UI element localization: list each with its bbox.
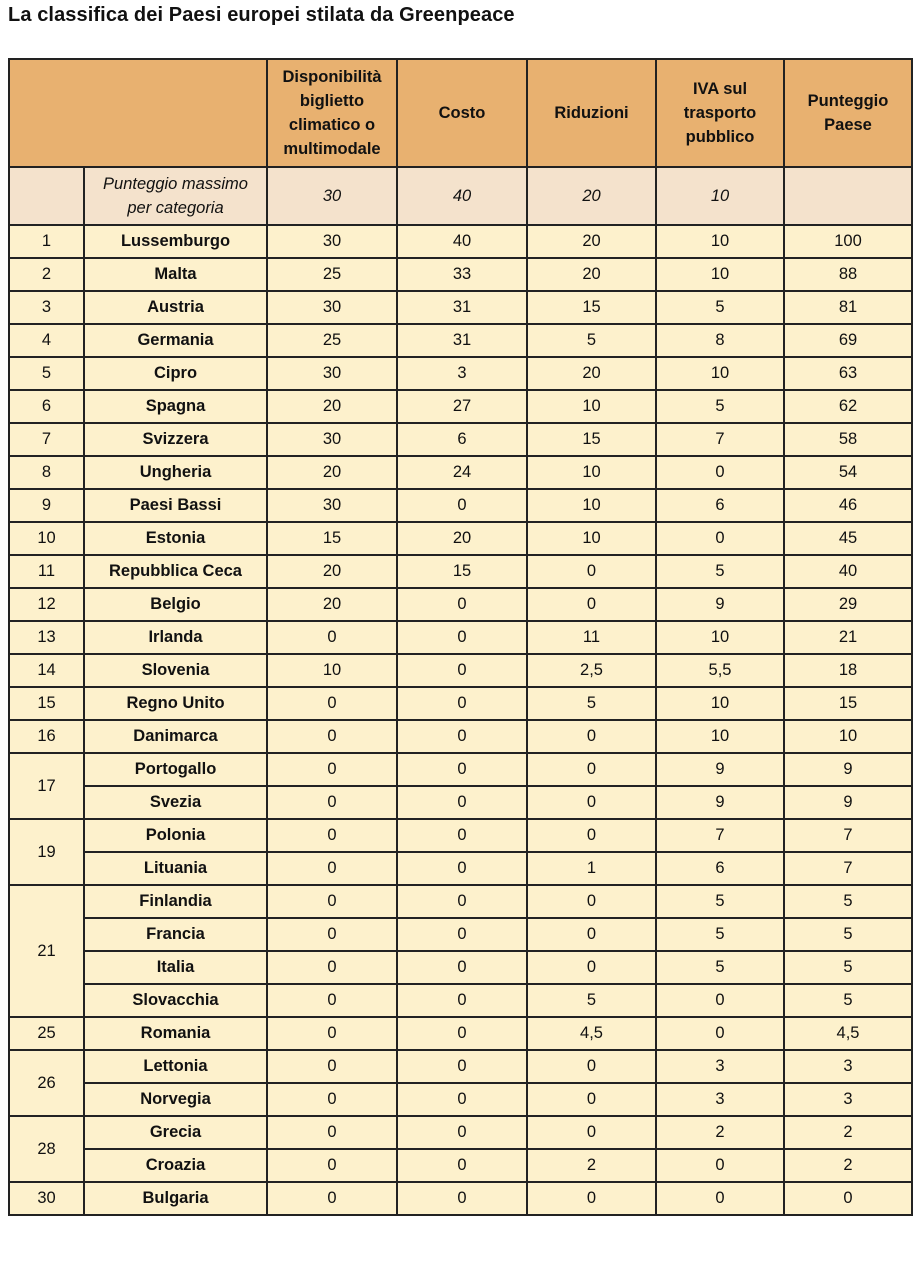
table-row [9,1050,912,1083]
cost-cell: 0 [397,1050,527,1083]
score-cell: 100 [784,225,912,258]
availability-cell: 20 [267,456,397,489]
cost-cell: 15 [397,555,527,588]
cost-cell: 31 [397,291,527,324]
max-row-empty-cell [9,167,84,225]
rank-cell: 26 [9,1050,84,1116]
vat-cell: 9 [656,786,784,819]
vat-cell: 10 [656,621,784,654]
reductions-cell: 0 [527,951,656,984]
cost-cell: 24 [397,456,527,489]
rank-cell: 4 [9,324,84,357]
vat-cell: 7 [656,819,784,852]
rank-cell: 25 [9,1017,84,1050]
header-availability: Disponibilità biglietto climatico o multimodale [267,59,397,167]
reductions-cell: 5 [527,687,656,720]
vat-cell: 5 [656,885,784,918]
availability-cell: 0 [267,687,397,720]
reductions-cell: 0 [527,555,656,588]
rank-cell: 6 [9,390,84,423]
table-row [9,852,912,885]
country-cell: Grecia [84,1116,267,1149]
availability-cell: 30 [267,489,397,522]
score-cell: 63 [784,357,912,390]
reductions-cell: 0 [527,588,656,621]
score-cell: 9 [784,753,912,786]
availability-cell: 0 [267,1017,397,1050]
table-row [9,918,912,951]
score-cell: 10 [784,720,912,753]
rank-cell: 13 [9,621,84,654]
rank-cell: 5 [9,357,84,390]
availability-cell: 0 [267,984,397,1017]
table-row [9,1017,912,1050]
country-cell: Slovacchia [84,984,267,1017]
reductions-cell: 10 [527,456,656,489]
cost-cell: 0 [397,687,527,720]
availability-cell: 30 [267,423,397,456]
rank-cell: 14 [9,654,84,687]
country-cell: Norvegia [84,1083,267,1116]
country-cell: Croazia [84,1149,267,1182]
reductions-cell: 0 [527,786,656,819]
vat-cell: 7 [656,423,784,456]
vat-cell: 5 [656,555,784,588]
rank-cell: 7 [9,423,84,456]
table-row [9,324,912,357]
table-row [9,654,912,687]
table-row [9,885,912,918]
availability-cell: 20 [267,390,397,423]
vat-cell: 0 [656,1149,784,1182]
reductions-cell: 5 [527,324,656,357]
cost-cell: 0 [397,753,527,786]
table-row [9,786,912,819]
availability-cell: 20 [267,555,397,588]
score-cell: 7 [784,819,912,852]
vat-cell: 3 [656,1050,784,1083]
vat-cell: 5 [656,918,784,951]
rank-cell: 16 [9,720,84,753]
availability-cell: 0 [267,1149,397,1182]
vat-cell: 9 [656,753,784,786]
table-row [9,291,912,324]
vat-cell: 0 [656,522,784,555]
header-empty-cell [9,59,267,167]
reductions-cell: 20 [527,258,656,291]
cost-cell: 33 [397,258,527,291]
vat-cell: 10 [656,225,784,258]
availability-cell: 25 [267,324,397,357]
reductions-cell: 10 [527,390,656,423]
score-cell: 62 [784,390,912,423]
score-cell: 5 [784,951,912,984]
country-cell: Malta [84,258,267,291]
rank-cell: 9 [9,489,84,522]
cost-cell: 0 [397,588,527,621]
availability-cell: 0 [267,1050,397,1083]
cost-cell: 31 [397,324,527,357]
availability-cell: 0 [267,786,397,819]
rank-cell: 15 [9,687,84,720]
score-cell: 5 [784,984,912,1017]
max-score-label: Punteggio massimo per categoria [84,167,267,225]
cost-cell: 0 [397,852,527,885]
availability-cell: 0 [267,852,397,885]
availability-cell: 30 [267,225,397,258]
reductions-cell: 10 [527,489,656,522]
header-cost: Costo [397,59,527,167]
score-cell: 21 [784,621,912,654]
reductions-cell: 20 [527,357,656,390]
score-cell: 81 [784,291,912,324]
reductions-cell: 15 [527,291,656,324]
reductions-cell: 10 [527,522,656,555]
country-cell: Germania [84,324,267,357]
reductions-cell: 0 [527,753,656,786]
score-cell: 18 [784,654,912,687]
country-cell: Italia [84,951,267,984]
country-cell: Slovenia [84,654,267,687]
vat-cell: 10 [656,258,784,291]
country-cell: Danimarca [84,720,267,753]
vat-cell: 0 [656,456,784,489]
country-cell: Portogallo [84,753,267,786]
vat-cell: 6 [656,852,784,885]
vat-cell: 5 [656,390,784,423]
availability-cell: 0 [267,1083,397,1116]
table-header [9,59,912,167]
ranking-table [8,58,913,1216]
reductions-cell: 0 [527,819,656,852]
rank-cell: 1 [9,225,84,258]
score-cell: 58 [784,423,912,456]
table-row [9,456,912,489]
availability-cell: 0 [267,720,397,753]
rank-cell: 19 [9,819,84,885]
vat-cell: 2 [656,1116,784,1149]
vat-cell: 5,5 [656,654,784,687]
cost-cell: 40 [397,225,527,258]
vat-cell: 5 [656,291,784,324]
score-cell: 2 [784,1149,912,1182]
availability-cell: 10 [267,654,397,687]
cost-cell: 0 [397,1116,527,1149]
score-cell: 2 [784,1116,912,1149]
cost-cell: 0 [397,786,527,819]
score-cell: 69 [784,324,912,357]
country-cell: Lussemburgo [84,225,267,258]
table-row [9,555,912,588]
header-reductions: Riduzioni [527,59,656,167]
availability-cell: 0 [267,951,397,984]
reductions-cell: 0 [527,720,656,753]
cost-cell: 20 [397,522,527,555]
cost-cell: 6 [397,423,527,456]
cost-cell: 3 [397,357,527,390]
availability-cell: 20 [267,588,397,621]
country-cell: Repubblica Ceca [84,555,267,588]
cost-cell: 0 [397,951,527,984]
vat-cell: 5 [656,951,784,984]
reductions-cell: 2 [527,1149,656,1182]
availability-cell: 0 [267,885,397,918]
score-cell: 29 [784,588,912,621]
rank-cell: 17 [9,753,84,819]
cost-cell: 0 [397,621,527,654]
cost-cell: 0 [397,720,527,753]
country-cell: Romania [84,1017,267,1050]
rank-cell: 8 [9,456,84,489]
rank-cell: 28 [9,1116,84,1182]
max-score [784,167,912,225]
table-row [9,819,912,852]
cost-cell: 27 [397,390,527,423]
reductions-cell: 15 [527,423,656,456]
table-row [9,390,912,423]
cost-cell: 0 [397,654,527,687]
table-row [9,225,912,258]
reductions-cell: 2,5 [527,654,656,687]
country-cell: Austria [84,291,267,324]
vat-cell: 10 [656,687,784,720]
table-row [9,951,912,984]
score-cell: 88 [784,258,912,291]
max-availability: 30 [267,167,397,225]
cost-cell: 0 [397,984,527,1017]
cost-cell: 0 [397,819,527,852]
table-row [9,984,912,1017]
table-row [9,1083,912,1116]
table-row [9,753,912,786]
vat-cell: 6 [656,489,784,522]
cost-cell: 0 [397,1083,527,1116]
reductions-cell: 0 [527,1083,656,1116]
country-cell: Spagna [84,390,267,423]
country-cell: Lettonia [84,1050,267,1083]
max-reductions: 20 [527,167,656,225]
reductions-cell: 0 [527,885,656,918]
vat-cell: 10 [656,720,784,753]
country-cell: Francia [84,918,267,951]
table-row [9,522,912,555]
rank-cell: 30 [9,1182,84,1215]
country-cell: Svizzera [84,423,267,456]
availability-cell: 0 [267,1116,397,1149]
table-row [9,1149,912,1182]
country-cell: Regno Unito [84,687,267,720]
table-row [9,687,912,720]
vat-cell: 0 [656,1182,784,1215]
cost-cell: 0 [397,1017,527,1050]
table-row [9,1182,912,1215]
score-cell: 4,5 [784,1017,912,1050]
availability-cell: 0 [267,819,397,852]
cost-cell: 0 [397,489,527,522]
reductions-cell: 0 [527,918,656,951]
country-cell: Finlandia [84,885,267,918]
country-cell: Paesi Bassi [84,489,267,522]
rank-cell: 12 [9,588,84,621]
reductions-cell: 20 [527,225,656,258]
vat-cell: 0 [656,984,784,1017]
score-cell: 40 [784,555,912,588]
table-row [9,1116,912,1149]
availability-cell: 0 [267,918,397,951]
score-cell: 45 [784,522,912,555]
rank-cell: 21 [9,885,84,1017]
score-cell: 46 [784,489,912,522]
availability-cell: 0 [267,1182,397,1215]
vat-cell: 3 [656,1083,784,1116]
vat-cell: 10 [656,357,784,390]
header-score: Punteggio Paese [784,59,912,167]
page-title: La classifica dei Paesi europei stilata da Greenpeace [8,4,515,26]
score-cell: 3 [784,1083,912,1116]
country-cell: Belgio [84,588,267,621]
rank-cell: 10 [9,522,84,555]
max-score-row [9,167,912,225]
availability-cell: 0 [267,753,397,786]
reductions-cell: 0 [527,1182,656,1215]
table-row [9,621,912,654]
score-cell: 5 [784,885,912,918]
table-row [9,357,912,390]
max-cost: 40 [397,167,527,225]
country-cell: Polonia [84,819,267,852]
vat-cell: 0 [656,1017,784,1050]
availability-cell: 15 [267,522,397,555]
availability-cell: 0 [267,621,397,654]
country-cell: Irlanda [84,621,267,654]
rank-cell: 3 [9,291,84,324]
cost-cell: 0 [397,1182,527,1215]
rank-cell: 11 [9,555,84,588]
score-cell: 54 [784,456,912,489]
max-vat: 10 [656,167,784,225]
score-cell: 5 [784,918,912,951]
reductions-cell: 11 [527,621,656,654]
cost-cell: 0 [397,885,527,918]
vat-cell: 9 [656,588,784,621]
score-cell: 15 [784,687,912,720]
availability-cell: 30 [267,291,397,324]
reductions-cell: 5 [527,984,656,1017]
country-cell: Ungheria [84,456,267,489]
table-row [9,423,912,456]
rank-cell: 2 [9,258,84,291]
table-row [9,588,912,621]
score-cell: 7 [784,852,912,885]
cost-cell: 0 [397,918,527,951]
table-row [9,489,912,522]
score-cell: 0 [784,1182,912,1215]
reductions-cell: 1 [527,852,656,885]
country-cell: Bulgaria [84,1182,267,1215]
country-cell: Lituania [84,852,267,885]
country-cell: Svezia [84,786,267,819]
country-cell: Cipro [84,357,267,390]
vat-cell: 8 [656,324,784,357]
reductions-cell: 4,5 [527,1017,656,1050]
table-row [9,258,912,291]
table-body [9,167,912,1215]
reductions-cell: 0 [527,1116,656,1149]
country-cell: Estonia [84,522,267,555]
cost-cell: 0 [397,1149,527,1182]
availability-cell: 30 [267,357,397,390]
availability-cell: 25 [267,258,397,291]
score-cell: 3 [784,1050,912,1083]
header-vat: IVA sul trasporto pubblico [656,59,784,167]
reductions-cell: 0 [527,1050,656,1083]
table-row [9,720,912,753]
score-cell: 9 [784,786,912,819]
